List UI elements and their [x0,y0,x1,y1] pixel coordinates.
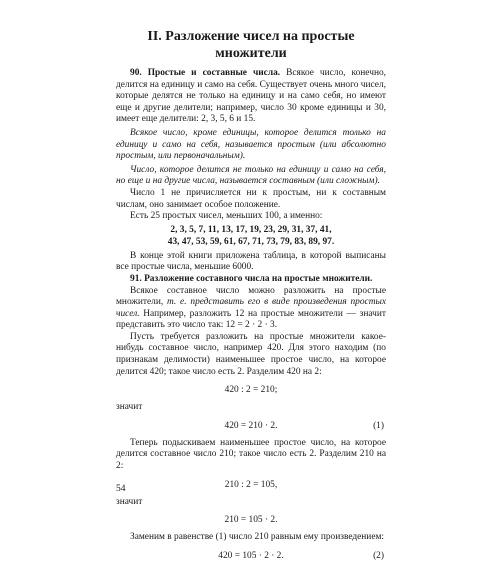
equation-210-product [116,513,386,527]
primes-line-1: 2, 3, 5, 7, 11, 13, 17, 19, 23, 29, 31, 37, 41, [170,224,332,235]
equation-2 [116,549,386,563]
paragraph-91-end: Например, разложить 12 на простые множители — значит представить это число так: 12 = 2 · 2 · 3. [116,308,386,331]
chapter-title: II. Разложение чисел на простые множители [147,29,355,61]
equation-text: 210 = 105 · 2. [224,515,278,526]
equation-1 [116,419,386,433]
text-column [116,28,386,568]
section-90-number: 90. [130,68,142,78]
equation-1-number: (1) [373,420,384,431]
equation-text: 210 : 2 = 105, [224,479,278,490]
equation-210-div-2 [116,478,386,492]
equation-420-div-2 [116,383,386,397]
section-91-title [116,274,386,286]
section-91-heading: Разложение составного числа на простые множители. [144,273,373,284]
paragraph-91-intro [116,286,386,332]
paragraph-number-one: Число 1 не причисляется ни к простым, ни к составным числам, оно занимает особое положение. [116,187,386,210]
primes-list [116,224,386,248]
paragraph-91-start: Всякое составное число можно разложить на простые множители, [116,285,386,308]
paragraph-210: Теперь подыскиваем наименьшее простое число, на которое делится составное число 210; такое число есть 2. Разделим 210 на 2: [116,437,386,472]
definition-prime: Всякое число, кроме единицы, которое делится только на единицу и само на себя, называется простым (или абсолютно простым, или первоначальным). [116,127,386,162]
paragraph-prime-count: Есть 25 простых чисел, меньших 100, а именно: [130,211,323,222]
definition-composite: Число, которое делится не только на единицу и само на себя, но еще и на другие числа, называется составным (или сложным). [116,164,386,187]
equation-text: 420 = 105 · 2 · 2. [218,550,284,561]
section-90-heading: Простые и составные числа. [147,68,281,78]
paragraph-substitute: Заменим в равенстве (1) число 210 равным ему произведением: [130,532,385,543]
word-znachit-1: значит [116,402,143,413]
primes-line-2: 43, 47, 53, 59, 61, 67, 71, 73, 79, 83, 89, 97. [167,236,335,247]
equation-text: 420 = 210 · 2. [224,420,278,431]
paragraph-table-note: В конце этой книги приложена таблица, в которой выписаны все простые числа, меньшие 6000. [116,250,386,273]
page-number: 54 [116,484,126,494]
paragraph-91-italic: т. е. представить его в виде произведения простых чисел. [116,297,386,319]
section-91-number: 91. [130,273,142,284]
equation-2-number: (2) [373,550,384,561]
paragraph-90-text: Всякое число, конечно, делится на единицу и само на себя. Существует очень много чисел, которые делятся не только на единицу и на само себя, но имеют еще и другие делители; например, число 30 кроме единицы и 30, имеет еще делители: 2, 3, 5, 6 и 15. [116,68,387,125]
paragraph-example-420: Пусть требуется разложить на простые множители какое-нибудь составное число, например 420. Для этого находим (по признакам делимости) наименьшее простое число, на которое делится 420; такое число есть 2. Разделим 420 на 2: [116,331,386,377]
equation-text: 420 : 2 = 210; [224,385,278,396]
word-znachit-2: значит [116,496,143,507]
paragraph-90-intro [116,68,386,126]
